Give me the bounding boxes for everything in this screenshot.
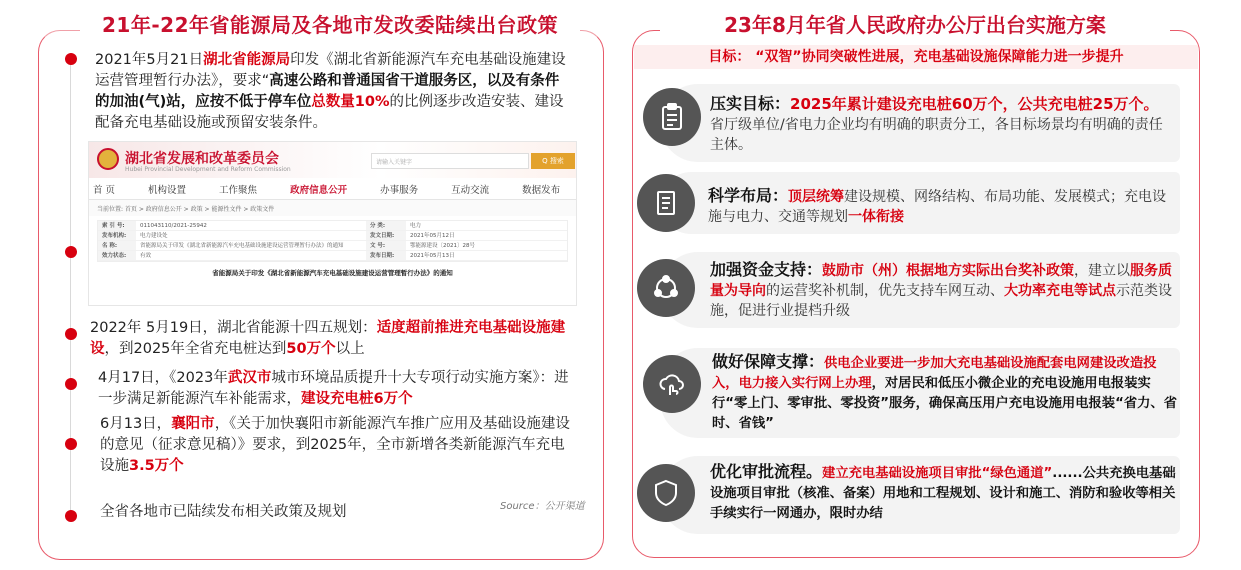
document-icon	[637, 174, 695, 232]
policy-website-screenshot	[88, 141, 577, 306]
measure-approval: 优化审批流程。建立充电基础设施项目审批“绿色通道”......公共充换电基础设施项目审批（核准、备案）用地和工程规划、设计和施工、消防和验收等相关手续实行一网通办，限时办结	[710, 462, 1176, 521]
website-nav-item: 首 页	[93, 184, 116, 196]
website-org-en: Hubei Provincial Development and Reform Commission	[125, 166, 291, 173]
timeline-dot	[65, 438, 77, 450]
timeline-item-2022: 2022年 5月19日，湖北省能源十四五规划：适度超前推进充电基础设施建设，到2025年全省充电桩达到50万个以上	[90, 320, 566, 357]
website-header	[89, 142, 576, 178]
timeline-item-wuhan: 4月17日，《2023年武汉市城市环境品质提升十大专项行动实施方案》：进一步满足新能源汽车补能需求，建设充电桩6万个	[98, 370, 569, 407]
timeline-dot	[65, 510, 77, 522]
right-panel-title: 23年8月年省人民政府办公厅出台实施方案	[724, 13, 1106, 37]
website-info-table	[97, 220, 568, 262]
timeline-dot	[65, 246, 77, 258]
table-row: 名 称: 省能源局关于印发《湖北省新能源汽车充电基础设施建设运营管理暂行办法》的通知 文 号: 鄂能源建设〔2021〕28号	[98, 241, 567, 251]
measure-support: 做好保障支撑：供电企业要进一步加大充电基础设施配套电网建设改造投入，电力接入实行网上办理，对居民和低压小微企业的充电设施用电报装实行“零上门、零审批、零投资”服务，确保高压用户充电设施用电报装“省力、省时、省钱”	[712, 352, 1178, 431]
website-search-input: 请输入关键字	[371, 153, 529, 169]
source-note: Source：公开渠道	[500, 501, 585, 512]
website-org-name: 湖北省发展和改革委员会	[125, 151, 279, 167]
clipboard-icon	[643, 88, 701, 146]
left-panel-title: 21年-22年省能源局及各地市发改委陆续出台政策	[102, 13, 558, 37]
cloud-hand-icon	[643, 355, 701, 413]
table-row: 效力状态: 有效 发布日期: 2021年05月13日	[98, 251, 567, 261]
network-icon	[637, 259, 695, 317]
measure-funding: 加强资金支持：鼓励市（州）根据地方实际出台奖补政策，建立以服务质量为导向的运营奖补机制，优先支持车网互动、大功率充电等试点示范类设施，促进行业提档升级	[710, 260, 1173, 319]
website-nav-item-active: 政府信息公开	[290, 184, 348, 196]
website-nav-item: 机构设置	[148, 184, 187, 196]
timeline-item-xiangyang: 6月13日，襄阳市，《关于加快襄阳市新能源汽车推广应用及基础设施建设的意见（征求意见稿）》要求，到2025年，全市新增各类新能源汽车充电设施3.5万个	[100, 416, 570, 474]
timeline-item-summary: 全省各地市已陆续发布相关政策及规划	[100, 504, 347, 520]
table-row: 发布机构: 电力建设处 发文日期: 2021年05月12日	[98, 231, 567, 241]
timeline-dot	[65, 328, 77, 340]
website-nav-item: 办事服务	[380, 184, 419, 196]
timeline-dot	[65, 53, 77, 65]
goal-banner: 目标： “双智”协同突破性进展，充电基础设施保障能力进一步提升	[634, 45, 1198, 69]
website-nav	[89, 178, 576, 200]
website-nav-item: 数据发布	[522, 184, 561, 196]
table-row: 索 引 号: 011043110/2021-25942 分 类: 电力	[98, 221, 567, 231]
shield-icon	[637, 464, 695, 522]
timeline-item-2021: 2021年5月21日湖北省能源局印发《湖北省新能源汽车充电基础设施建设运营管理暂行办法》，要求“高速公路和普通国省干道服务区，以及有条件的加油(气)站，应按不低于停车位总数量10%的比例逐步改造安装、建设配备充电基础设施或预留安装条件。	[95, 52, 566, 131]
timeline-dot	[65, 378, 77, 390]
website-nav-item: 互动交流	[451, 184, 490, 196]
website-breadcrumb: 当前位置: 首页 > 政府信息公开 > 政策 > 能源性文件 > 政策文件	[89, 200, 576, 216]
national-emblem-icon	[97, 148, 119, 170]
website-document-caption: 省能源局关于印发《湖北省新能源汽车充电基础设施建设运营管理暂行办法》的通知	[212, 269, 453, 277]
website-search-button: Q 搜索	[531, 153, 575, 169]
measure-target: 压实目标：2025年累计建设充电桩60万个，公共充电桩25万个。省厅级单位/省电力企业均有明确的职责分工，各目标场景均有明确的责任主体。	[710, 94, 1163, 153]
measure-layout: 科学布局：顶层统筹建设规模、网络结构、布局功能、发展模式；充电设施与电力、交通等规划一体衔接	[708, 186, 1167, 225]
website-nav-item: 工作聚焦	[219, 184, 258, 196]
